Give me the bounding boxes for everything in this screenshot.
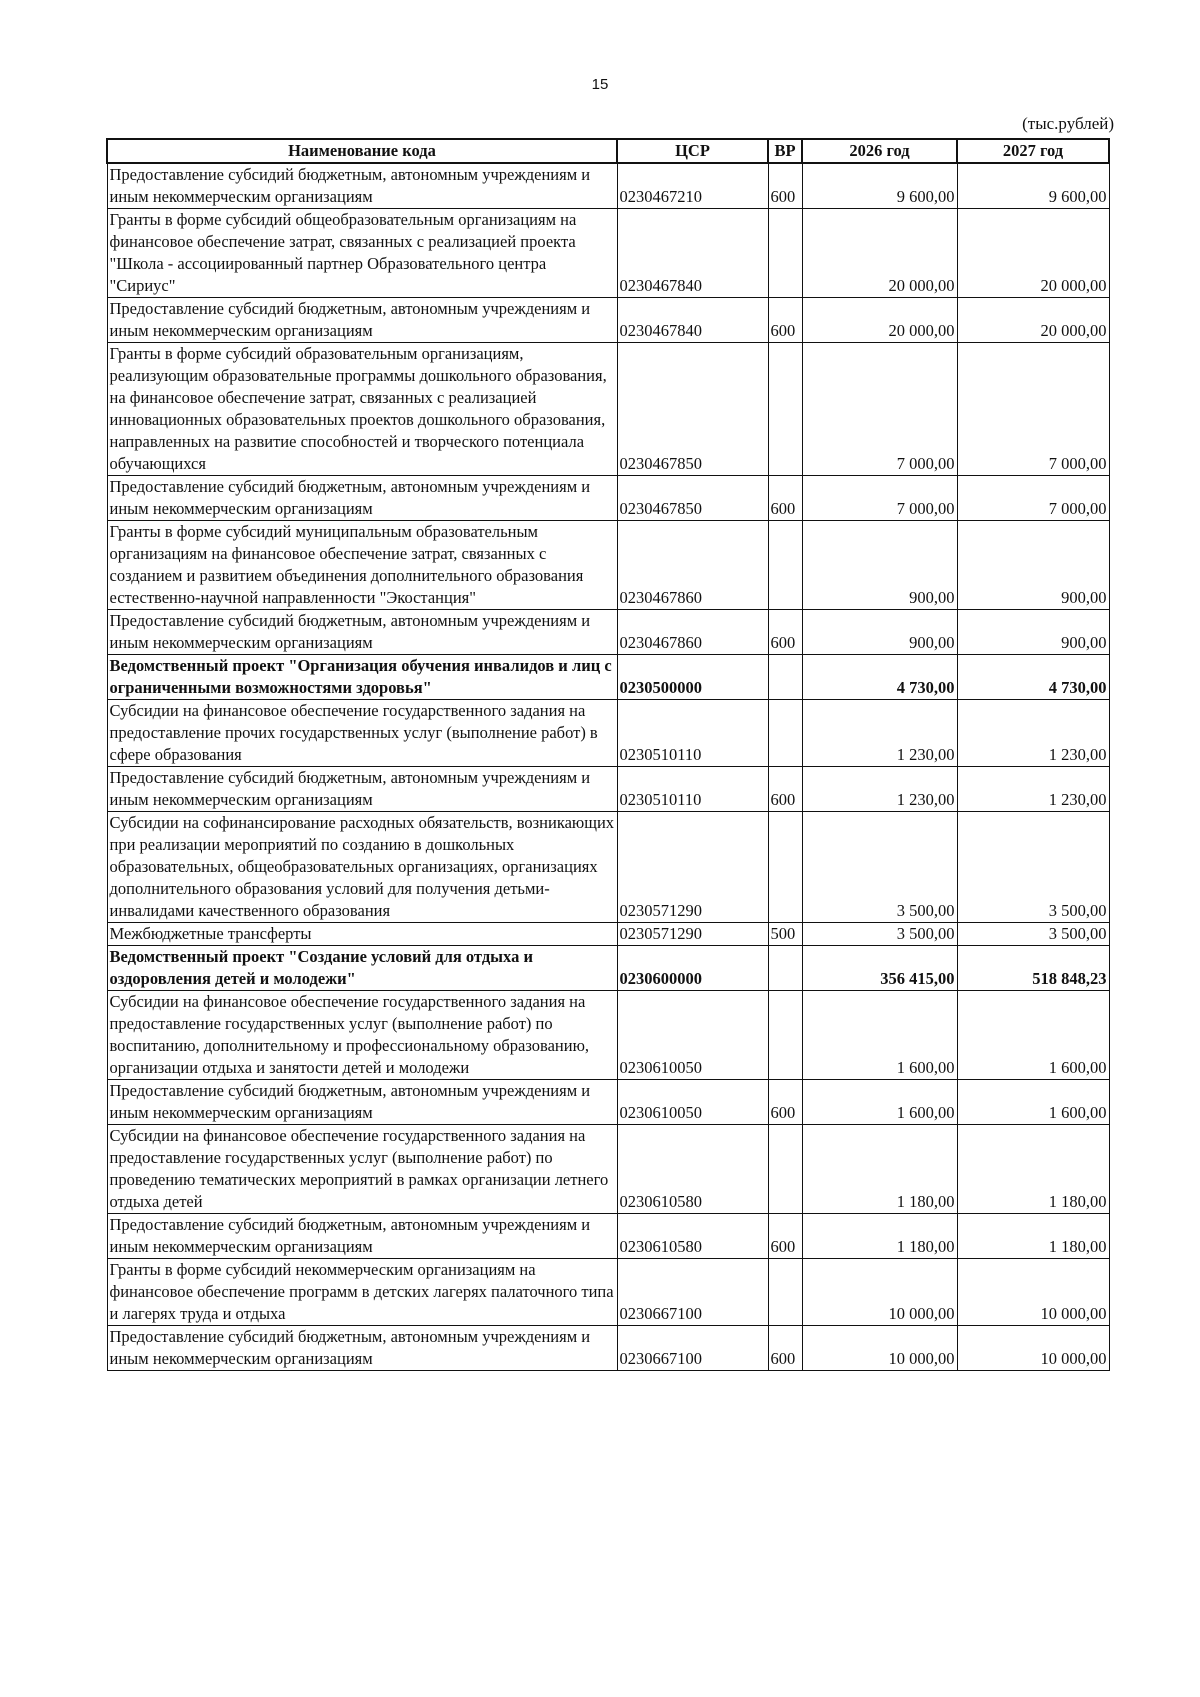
cell-vr: 600 — [768, 1080, 802, 1125]
cell-2027: 20 000,00 — [957, 298, 1109, 343]
cell-csr: 0230467860 — [617, 610, 768, 655]
cell-name: Предоставление субсидий бюджетным, автономным учреждениям и иным некоммерческим организациям — [107, 1214, 617, 1259]
table-row — [107, 1214, 1109, 1259]
cell-vr: 600 — [768, 298, 802, 343]
page-number: 15 — [591, 76, 609, 93]
cell-2026: 7 000,00 — [802, 476, 957, 521]
cell-2027: 1 600,00 — [957, 1080, 1109, 1125]
cell-2027: 7 000,00 — [957, 476, 1109, 521]
table-row — [107, 163, 1109, 209]
cell-2027: 1 180,00 — [957, 1214, 1109, 1259]
cell-2026: 3 500,00 — [802, 923, 957, 946]
cell-csr: 0230667100 — [617, 1326, 768, 1371]
cell-vr — [768, 655, 802, 700]
cell-vr — [768, 991, 802, 1080]
cell-2026: 20 000,00 — [802, 209, 957, 298]
table-row — [107, 1326, 1109, 1371]
cell-csr: 0230571290 — [617, 812, 768, 923]
cell-2027: 20 000,00 — [957, 209, 1109, 298]
cell-2026: 1 180,00 — [802, 1214, 957, 1259]
cell-csr: 0230467210 — [617, 163, 768, 209]
cell-2027: 1 230,00 — [957, 700, 1109, 767]
table-row — [107, 1259, 1109, 1326]
cell-csr: 0230610580 — [617, 1214, 768, 1259]
table-row — [107, 1125, 1109, 1214]
cell-2026: 1 230,00 — [802, 767, 957, 812]
header-name: Наименование кода — [107, 139, 617, 163]
header-2027: 2027 год — [957, 139, 1109, 163]
cell-2026: 10 000,00 — [802, 1326, 957, 1371]
cell-2026: 356 415,00 — [802, 946, 957, 991]
cell-vr — [768, 700, 802, 767]
cell-name: Субсидии на финансовое обеспечение государственного задания на предоставление государственных услуг (выполнение работ) по проведению тематических мероприятий в рамках организации летнего отдыха детей — [107, 1125, 617, 1214]
cell-2026: 7 000,00 — [802, 343, 957, 476]
cell-2027: 1 600,00 — [957, 991, 1109, 1080]
cell-name: Ведомственный проект "Создание условий для отдыха и оздоровления детей и молодежи" — [107, 946, 617, 991]
cell-2026: 1 600,00 — [802, 991, 957, 1080]
cell-csr: 0230500000 — [617, 655, 768, 700]
cell-name: Межбюджетные трансферты — [107, 923, 617, 946]
budget-table — [106, 138, 1110, 1371]
cell-2026: 9 600,00 — [802, 163, 957, 209]
table-row — [107, 923, 1109, 946]
cell-vr — [768, 343, 802, 476]
units-label: (тыс.рублей) — [1022, 114, 1114, 133]
cell-csr: 0230610050 — [617, 1080, 768, 1125]
table-row — [107, 655, 1109, 700]
cell-name: Предоставление субсидий бюджетным, автономным учреждениям и иным некоммерческим организациям — [107, 610, 617, 655]
cell-2027: 9 600,00 — [957, 163, 1109, 209]
cell-name: Субсидии на финансовое обеспечение государственного задания на предоставление государственных услуг (выполнение работ) по воспитанию, дополнительному и профессиональному образованию, организации отдыха и занятости детей и молодежи — [107, 991, 617, 1080]
cell-2027: 7 000,00 — [957, 343, 1109, 476]
cell-vr — [768, 209, 802, 298]
table-row — [107, 298, 1109, 343]
cell-csr: 0230467840 — [617, 298, 768, 343]
cell-2026: 900,00 — [802, 521, 957, 610]
header-2026: 2026 год — [802, 139, 957, 163]
cell-2027: 518 848,23 — [957, 946, 1109, 991]
cell-csr: 0230467850 — [617, 476, 768, 521]
cell-csr: 0230467850 — [617, 343, 768, 476]
cell-vr — [768, 1125, 802, 1214]
cell-2027: 900,00 — [957, 610, 1109, 655]
table-row — [107, 812, 1109, 923]
cell-2026: 1 230,00 — [802, 700, 957, 767]
table-row — [107, 767, 1109, 812]
cell-vr — [768, 946, 802, 991]
cell-csr: 0230510110 — [617, 700, 768, 767]
cell-name: Предоставление субсидий бюджетным, автономным учреждениям и иным некоммерческим организациям — [107, 476, 617, 521]
cell-2027: 1 180,00 — [957, 1125, 1109, 1214]
cell-2026: 1 180,00 — [802, 1125, 957, 1214]
header-vr: ВР — [768, 139, 802, 163]
cell-csr: 0230667100 — [617, 1259, 768, 1326]
table-row — [107, 946, 1109, 991]
cell-name: Гранты в форме субсидий общеобразовательным организациям на финансовое обеспечение затрат, связанных с реализацией проекта "Школа - ассоциированный партнер Образовательного центра "Сириус" — [107, 209, 617, 298]
cell-name: Субсидии на софинансирование расходных обязательств, возникающих при реализации мероприятий по созданию в дошкольных образовательных, общеобразовательных организациях, организациях дополнительного образования условий для получения детьми-инвалидами качественного образования — [107, 812, 617, 923]
cell-name: Гранты в форме субсидий муниципальным образовательным организациям на финансовое обеспечение затрат, связанных с созданием и развитием объединения дополнительного образования естественно-научной направленности "Экостанция" — [107, 521, 617, 610]
cell-vr — [768, 521, 802, 610]
cell-name: Предоставление субсидий бюджетным, автономным учреждениям и иным некоммерческим организациям — [107, 163, 617, 209]
cell-csr: 0230571290 — [617, 923, 768, 946]
cell-name: Предоставление субсидий бюджетным, автономным учреждениям и иным некоммерческим организациям — [107, 298, 617, 343]
header-csr: ЦСР — [617, 139, 768, 163]
cell-name: Гранты в форме субсидий образовательным организациям, реализующим образовательные программы дошкольного образования, на финансовое обеспечение затрат, связанных с реализацией инновационных образовательных проектов дошкольного образования, направленных на развитие способностей и творческого потенциала обучающихся — [107, 343, 617, 476]
cell-csr: 0230467840 — [617, 209, 768, 298]
table-body — [107, 163, 1109, 1371]
cell-2027: 10 000,00 — [957, 1326, 1109, 1371]
cell-csr: 0230610050 — [617, 991, 768, 1080]
cell-vr — [768, 1259, 802, 1326]
table-row — [107, 209, 1109, 298]
table-row — [107, 521, 1109, 610]
table-row — [107, 1080, 1109, 1125]
cell-csr: 0230467860 — [617, 521, 768, 610]
cell-2026: 1 600,00 — [802, 1080, 957, 1125]
cell-vr: 600 — [768, 163, 802, 209]
cell-2026: 900,00 — [802, 610, 957, 655]
cell-2026: 20 000,00 — [802, 298, 957, 343]
cell-vr — [768, 812, 802, 923]
cell-2027: 1 230,00 — [957, 767, 1109, 812]
cell-2027: 3 500,00 — [957, 812, 1109, 923]
cell-name: Предоставление субсидий бюджетным, автономным учреждениям и иным некоммерческим организациям — [107, 1326, 617, 1371]
cell-2027: 4 730,00 — [957, 655, 1109, 700]
table-row — [107, 476, 1109, 521]
table-row — [107, 991, 1109, 1080]
cell-csr: 0230610580 — [617, 1125, 768, 1214]
cell-name: Предоставление субсидий бюджетным, автономным учреждениям и иным некоммерческим организациям — [107, 767, 617, 812]
cell-name: Субсидии на финансовое обеспечение государственного задания на предоставление прочих государственных услуг (выполнение работ) в сфере образования — [107, 700, 617, 767]
cell-vr: 600 — [768, 476, 802, 521]
cell-name: Гранты в форме субсидий некоммерческим организациям на финансовое обеспечение программ в детских лагерях палаточного типа и лагерях труда и отдыха — [107, 1259, 617, 1326]
table-row — [107, 610, 1109, 655]
cell-csr: 0230600000 — [617, 946, 768, 991]
cell-name: Ведомственный проект "Организация обучения инвалидов и лиц с ограниченными возможностями здоровья" — [107, 655, 617, 700]
cell-2026: 4 730,00 — [802, 655, 957, 700]
cell-2027: 10 000,00 — [957, 1259, 1109, 1326]
cell-2027: 900,00 — [957, 521, 1109, 610]
cell-vr: 500 — [768, 923, 802, 946]
cell-vr: 600 — [768, 1214, 802, 1259]
cell-csr: 0230510110 — [617, 767, 768, 812]
cell-name: Предоставление субсидий бюджетным, автономным учреждениям и иным некоммерческим организациям — [107, 1080, 617, 1125]
cell-vr: 600 — [768, 767, 802, 812]
cell-2026: 3 500,00 — [802, 812, 957, 923]
cell-2026: 10 000,00 — [802, 1259, 957, 1326]
table-header-row — [107, 139, 1109, 163]
table-row — [107, 343, 1109, 476]
cell-vr: 600 — [768, 610, 802, 655]
cell-2027: 3 500,00 — [957, 923, 1109, 946]
table-row — [107, 700, 1109, 767]
cell-vr: 600 — [768, 1326, 802, 1371]
